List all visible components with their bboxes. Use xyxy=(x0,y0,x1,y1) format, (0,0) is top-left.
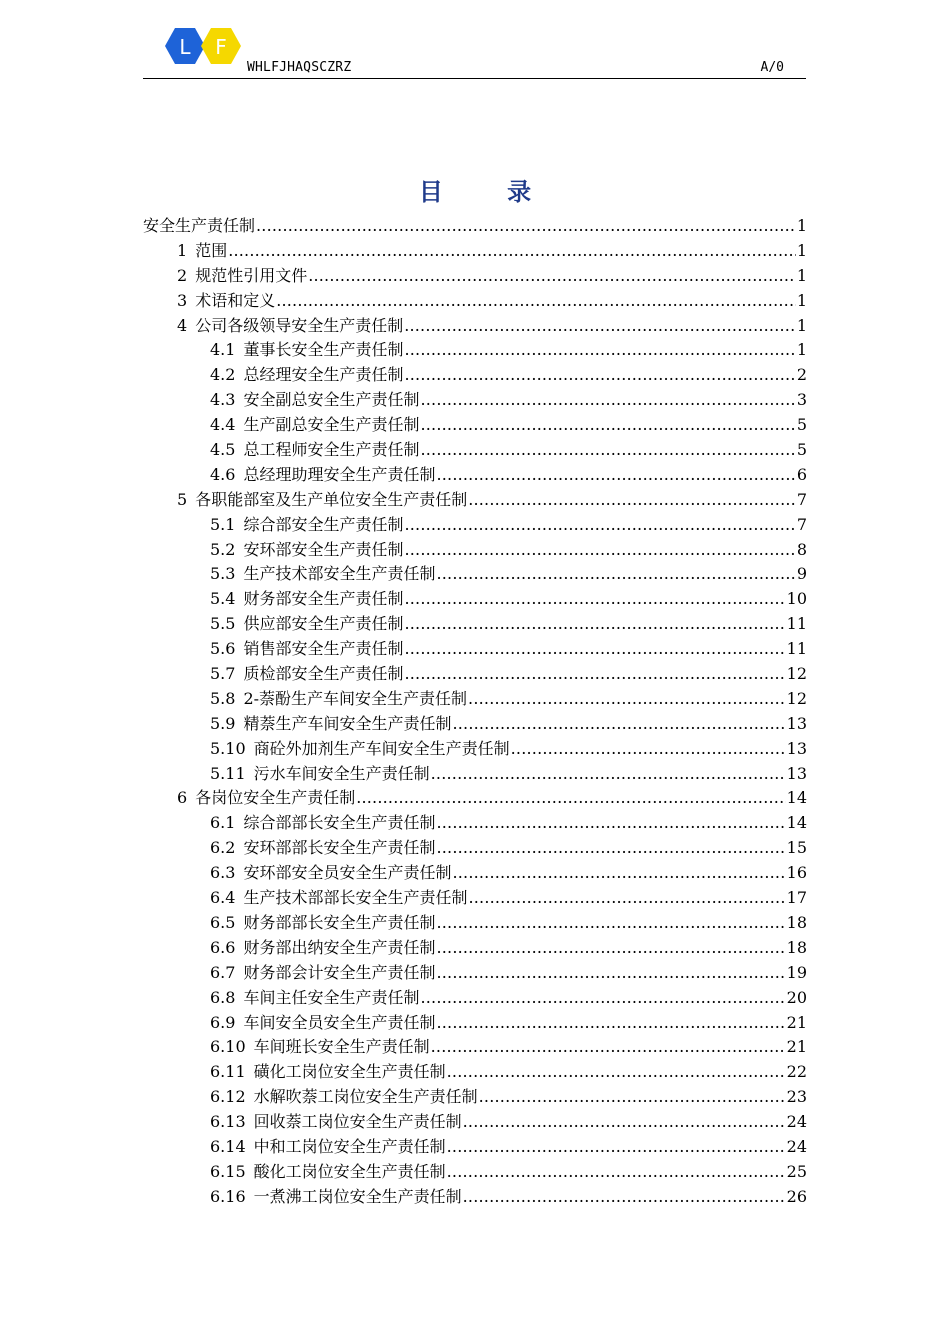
toc-entry-page: 1 xyxy=(796,290,807,310)
toc-entry[interactable] xyxy=(143,487,807,512)
toc-entry-page: 21 xyxy=(786,1012,807,1032)
toc-dot-leader xyxy=(228,241,796,260)
toc-entry[interactable] xyxy=(143,686,807,711)
toc-entry-page: 14 xyxy=(786,813,807,833)
toc-entry-number: 4.5 xyxy=(210,440,236,460)
logo-letter-l: L xyxy=(179,35,191,59)
toc-entry[interactable] xyxy=(143,910,807,935)
toc-entry-page: 12 xyxy=(786,688,807,708)
toc-entry-title: 财务部安全生产责任制 xyxy=(243,589,404,609)
toc-entry-number: 6.10 xyxy=(210,1037,246,1057)
toc-dot-leader xyxy=(468,490,796,509)
toc-dot-leader xyxy=(479,1087,786,1106)
toc-entry-page: 1 xyxy=(796,216,807,235)
toc-entry-number: 6.1 xyxy=(210,813,236,833)
toc-entry-page: 17 xyxy=(786,888,807,908)
toc-entry[interactable] xyxy=(143,1134,807,1159)
document-revision: A/0 xyxy=(760,60,784,75)
toc-dot-leader xyxy=(436,1013,785,1032)
toc-entry-page: 13 xyxy=(786,713,807,733)
toc-entry-title: 销售部安全生产责任制 xyxy=(243,639,404,659)
toc-entry-title: 各岗位安全生产责任制 xyxy=(195,788,356,808)
toc-dot-leader xyxy=(452,714,785,733)
toc-dot-leader xyxy=(463,1187,786,1206)
toc-dot-leader xyxy=(404,614,785,633)
toc-dot-leader xyxy=(420,440,795,459)
toc-entry-number: 5.10 xyxy=(210,738,246,758)
toc-entry[interactable] xyxy=(143,1059,807,1084)
toc-entry-page: 8 xyxy=(796,539,807,559)
toc-entry-page: 15 xyxy=(786,838,807,858)
toc-entry[interactable] xyxy=(143,586,807,611)
toc-entry-page: 1 xyxy=(796,265,807,285)
toc-dot-leader xyxy=(404,340,795,359)
toc-entry[interactable] xyxy=(143,337,807,362)
toc-entry-number: 5.2 xyxy=(210,539,236,559)
toc-entry-title: 生产技术部安全生产责任制 xyxy=(243,564,436,584)
toc-entry-title: 各职能部室及生产单位安全生产责任制 xyxy=(195,489,468,509)
toc-entry-title: 车间主任安全生产责任制 xyxy=(243,987,420,1007)
toc-entry-page: 16 xyxy=(786,863,807,883)
toc-entry-title: 综合部安全生产责任制 xyxy=(243,514,404,534)
toc-entry[interactable] xyxy=(143,611,807,636)
toc-dot-leader xyxy=(447,1062,786,1081)
toc-entry-page: 11 xyxy=(786,614,807,634)
toc-entry-number: 4.2 xyxy=(210,365,236,385)
toc-dot-leader xyxy=(308,266,796,285)
toc-entry[interactable] xyxy=(143,412,807,437)
toc-entry[interactable] xyxy=(143,387,807,412)
toc-dot-leader xyxy=(404,664,785,683)
toc-entry-number: 5.1 xyxy=(210,514,236,534)
toc-entry-number: 4.1 xyxy=(210,340,236,360)
toc-entry-number: 6.9 xyxy=(210,1012,236,1032)
toc-entry-number: 5.7 xyxy=(210,664,236,684)
toc-entry-title: 中和工岗位安全生产责任制 xyxy=(253,1136,446,1156)
toc-entry-page: 11 xyxy=(786,639,807,659)
company-logo xyxy=(165,26,255,76)
toc-entry-title: 质检部安全生产责任制 xyxy=(243,664,404,684)
toc-entry-page: 21 xyxy=(786,1037,807,1057)
toc-dot-leader xyxy=(356,788,785,807)
toc-entry-page: 20 xyxy=(786,987,807,1007)
toc-entry[interactable] xyxy=(143,636,807,661)
toc-entry-number: 6.7 xyxy=(210,962,236,982)
toc-dot-leader xyxy=(404,639,785,658)
toc-entry-page: 1 xyxy=(796,315,807,335)
toc-entry-page: 7 xyxy=(796,514,807,534)
toc-entry-number: 2 xyxy=(177,265,188,285)
toc-dot-leader xyxy=(420,988,785,1007)
toc-dot-leader xyxy=(463,1112,786,1131)
toc-entry[interactable] xyxy=(143,512,807,537)
toc-dot-leader xyxy=(468,888,785,907)
toc-dot-leader xyxy=(404,540,795,559)
toc-dot-leader xyxy=(404,515,795,534)
toc-entry-number: 6.8 xyxy=(210,987,236,1007)
toc-entry[interactable] xyxy=(143,1010,807,1035)
toc-entry-title: 综合部部长安全生产责任制 xyxy=(243,813,436,833)
toc-entry-page: 13 xyxy=(786,738,807,758)
toc-entry[interactable] xyxy=(143,985,807,1010)
toc-entry-page: 24 xyxy=(786,1112,807,1132)
toc-entry-title: 财务部部长安全生产责任制 xyxy=(243,912,436,932)
toc-entry-title: 磺化工岗位安全生产责任制 xyxy=(253,1062,446,1082)
table-of-contents xyxy=(143,213,807,1209)
toc-entry-title: 总工程师安全生产责任制 xyxy=(243,440,420,460)
toc-entry-number: 6.6 xyxy=(210,937,236,957)
toc-title: 目 录 xyxy=(418,178,560,206)
toc-entry-title: 酸化工岗位安全生产责任制 xyxy=(253,1161,446,1181)
toc-entry-page: 7 xyxy=(796,489,807,509)
toc-entry-number: 4.6 xyxy=(210,464,236,484)
toc-entry[interactable] xyxy=(143,1159,807,1184)
toc-entry-title: 安全副总安全生产责任制 xyxy=(243,390,420,410)
toc-entry-title: 安全生产责任制 xyxy=(143,216,256,235)
toc-entry-title: 总经理安全生产责任制 xyxy=(243,365,404,385)
toc-dot-leader xyxy=(447,1137,786,1156)
toc-entry[interactable] xyxy=(143,1034,807,1059)
toc-entry-title: 财务部出纳安全生产责任制 xyxy=(243,937,436,957)
toc-entry-number: 4 xyxy=(177,315,188,335)
toc-entry[interactable] xyxy=(143,213,807,238)
toc-entry[interactable] xyxy=(143,437,807,462)
toc-entry[interactable] xyxy=(143,661,807,686)
toc-entry-page: 6 xyxy=(796,464,807,484)
toc-entry-number: 5 xyxy=(177,489,188,509)
toc-entry-title: 规范性引用文件 xyxy=(195,265,308,285)
toc-entry-page: 12 xyxy=(786,664,807,684)
toc-entry-title: 一煮沸工岗位安全生产责任制 xyxy=(253,1186,462,1206)
toc-entry[interactable] xyxy=(143,860,807,885)
toc-entry-page: 10 xyxy=(786,589,807,609)
toc-entry[interactable] xyxy=(143,1184,807,1209)
toc-entry[interactable] xyxy=(143,761,807,786)
toc-entry-title: 总经理助理安全生产责任制 xyxy=(243,464,436,484)
toc-entry-number: 6.16 xyxy=(210,1186,246,1206)
toc-dot-leader xyxy=(431,764,786,783)
toc-entry-page: 3 xyxy=(796,390,807,410)
page-header xyxy=(143,22,806,79)
toc-entry-number: 6.12 xyxy=(210,1087,246,1107)
toc-entry-title: 商砼外加剂生产车间安全生产责任制 xyxy=(253,738,510,758)
toc-entry-number: 6.2 xyxy=(210,838,236,858)
toc-entry[interactable] xyxy=(143,238,807,263)
toc-entry-page: 24 xyxy=(786,1136,807,1156)
toc-dot-leader xyxy=(447,1162,786,1181)
toc-entry[interactable] xyxy=(143,960,807,985)
toc-entry-title: 安环部安全员安全生产责任制 xyxy=(243,863,452,883)
toc-dot-leader xyxy=(256,216,796,235)
toc-entry-title: 安环部安全生产责任制 xyxy=(243,539,404,559)
toc-entry[interactable] xyxy=(143,935,807,960)
toc-entry-number: 5.9 xyxy=(210,713,236,733)
toc-dot-leader xyxy=(436,913,785,932)
toc-entry[interactable] xyxy=(143,885,807,910)
toc-entry-number: 6.15 xyxy=(210,1161,246,1181)
toc-entry[interactable] xyxy=(143,537,807,562)
toc-entry-page: 18 xyxy=(786,937,807,957)
toc-entry-page: 19 xyxy=(786,962,807,982)
toc-entry-page: 23 xyxy=(786,1087,807,1107)
toc-entry-page: 22 xyxy=(786,1062,807,1082)
toc-entry-title: 2-萘酚生产车间安全生产责任制 xyxy=(243,688,468,708)
toc-entry-number: 5.4 xyxy=(210,589,236,609)
toc-entry-number: 4.4 xyxy=(210,415,236,435)
toc-entry-number: 6.11 xyxy=(210,1062,246,1082)
toc-dot-leader xyxy=(436,465,795,484)
toc-dot-leader xyxy=(404,365,795,384)
toc-dot-leader xyxy=(404,589,785,608)
toc-entry-title: 范围 xyxy=(195,240,228,260)
toc-entry-title: 供应部安全生产责任制 xyxy=(243,614,404,634)
toc-entry[interactable] xyxy=(143,561,807,586)
toc-entry-page: 25 xyxy=(786,1161,807,1181)
toc-dot-leader xyxy=(436,813,785,832)
toc-entry-page: 5 xyxy=(796,415,807,435)
toc-dot-leader xyxy=(420,390,795,409)
toc-entry[interactable] xyxy=(143,462,807,487)
toc-entry[interactable] xyxy=(143,810,807,835)
toc-entry[interactable] xyxy=(143,288,807,313)
toc-entry-title: 污水车间安全生产责任制 xyxy=(253,763,430,783)
toc-entry[interactable] xyxy=(143,263,807,288)
toc-entry[interactable] xyxy=(143,1084,807,1109)
toc-entry-title: 车间班长安全生产责任制 xyxy=(253,1037,430,1057)
toc-entry-page: 9 xyxy=(796,564,807,584)
toc-dot-leader xyxy=(452,863,785,882)
toc-entry-title: 公司各级领导安全生产责任制 xyxy=(195,315,404,335)
toc-entry-page: 1 xyxy=(796,240,807,260)
toc-entry-number: 5.3 xyxy=(210,564,236,584)
toc-entry-page: 1 xyxy=(796,340,807,360)
toc-entry[interactable] xyxy=(143,1109,807,1134)
toc-entry-number: 6.5 xyxy=(210,912,236,932)
toc-entry-number: 5.8 xyxy=(210,688,236,708)
toc-entry-number: 1 xyxy=(177,240,188,260)
toc-entry-page: 14 xyxy=(786,788,807,808)
toc-entry-page: 2 xyxy=(796,365,807,385)
toc-entry-number: 5.11 xyxy=(210,763,246,783)
toc-entry-page: 18 xyxy=(786,912,807,932)
toc-entry[interactable] xyxy=(143,785,807,810)
toc-entry-number: 4.3 xyxy=(210,390,236,410)
toc-dot-leader xyxy=(404,316,796,335)
toc-entry-title: 术语和定义 xyxy=(195,290,276,310)
toc-entry-number: 6 xyxy=(177,788,188,808)
toc-entry-title: 财务部会计安全生产责任制 xyxy=(243,962,436,982)
toc-entry-number: 6.3 xyxy=(210,863,236,883)
toc-entry-title: 水解吹萘工岗位安全生产责任制 xyxy=(253,1087,478,1107)
toc-dot-leader xyxy=(431,1037,786,1056)
toc-entry[interactable] xyxy=(143,835,807,860)
toc-entry[interactable] xyxy=(143,313,807,338)
toc-dot-leader xyxy=(436,838,785,857)
toc-entry[interactable] xyxy=(143,736,807,761)
toc-entry-number: 5.5 xyxy=(210,614,236,634)
toc-dot-leader xyxy=(468,689,786,708)
toc-dot-leader xyxy=(511,739,786,758)
toc-entry-title: 回收萘工岗位安全生产责任制 xyxy=(253,1112,462,1132)
toc-entry-title: 生产技术部部长安全生产责任制 xyxy=(243,888,468,908)
toc-entry-number: 6.4 xyxy=(210,888,236,908)
document-code: WHLFJHAQSCZRZ xyxy=(247,60,352,75)
toc-entry-number: 6.14 xyxy=(210,1136,246,1156)
toc-entry-title: 生产副总安全生产责任制 xyxy=(243,415,420,435)
toc-entry-page: 5 xyxy=(796,440,807,460)
toc-dot-leader xyxy=(276,291,796,310)
toc-entry-title: 董事长安全生产责任制 xyxy=(243,340,404,360)
toc-dot-leader xyxy=(436,938,785,957)
logo-letter-f: F xyxy=(215,35,227,59)
toc-entry[interactable] xyxy=(143,711,807,736)
toc-entry-title: 安环部部长安全生产责任制 xyxy=(243,838,436,858)
toc-entry[interactable] xyxy=(143,362,807,387)
toc-dot-leader xyxy=(436,963,785,982)
toc-entry-number: 5.6 xyxy=(210,639,236,659)
toc-entry-page: 13 xyxy=(786,763,807,783)
toc-entry-title: 车间安全员安全生产责任制 xyxy=(243,1012,436,1032)
toc-entry-page: 26 xyxy=(786,1186,807,1206)
toc-dot-leader xyxy=(436,564,795,583)
toc-dot-leader xyxy=(420,415,795,434)
toc-entry-title: 精萘生产车间安全生产责任制 xyxy=(243,713,452,733)
toc-entry-number: 3 xyxy=(177,290,188,310)
toc-entry-number: 6.13 xyxy=(210,1112,246,1132)
